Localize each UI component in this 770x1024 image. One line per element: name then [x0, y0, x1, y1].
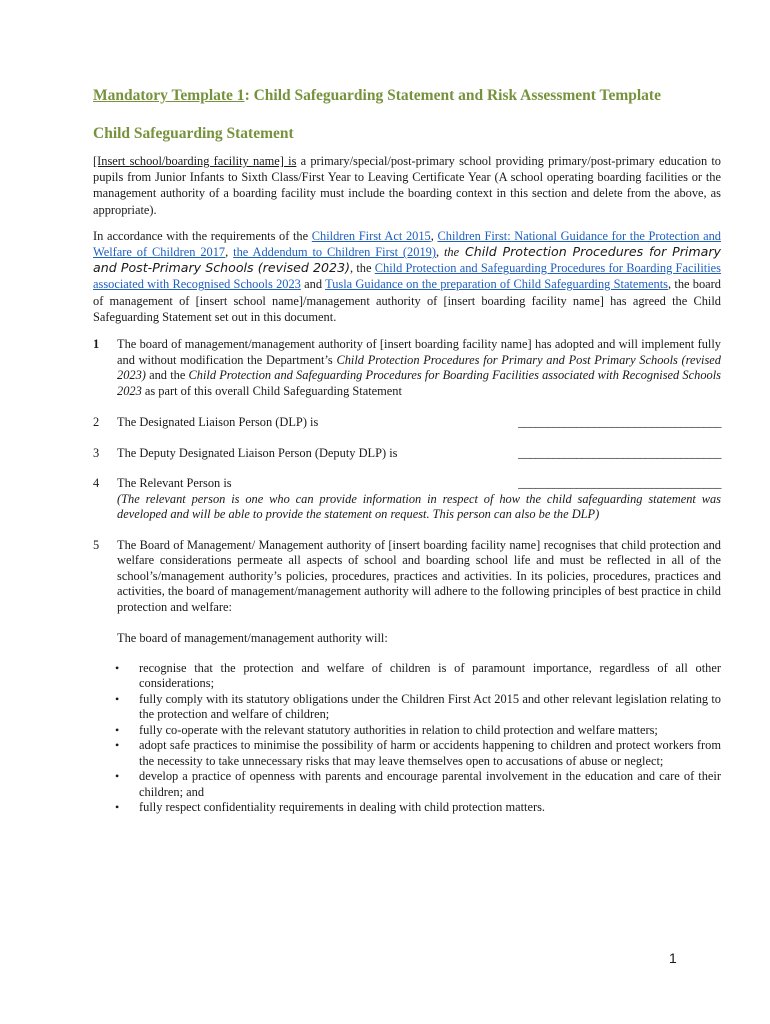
link-national-guidance[interactable]: Children First: National Guidance for the Protection and Welfare of Children 2017 — [93, 228, 721, 260]
accordance-text: and — [300, 277, 326, 292]
bullet-item: • develop a practice of openness with parents and encourage parental involvement in the education and care of their children; and — [115, 769, 721, 800]
cp-procedures-title: Child Protection Procedures for Primary and Post-Primary Schools (revised 2023) — [93, 244, 722, 276]
accordance-text: , the board of management of [insert school name]/management authority of [insert boarding facility name] has agreed the Child Safeguarding Statement set out in this document. — [93, 277, 721, 324]
item-body — [117, 337, 721, 399]
bullet-item: • adopt safe practices to minimise the possibility of harm or accidents happening to children and protect workers from the necessity to take unnecessary risks that may leave themselves open to accusations of abuse or neglect; — [115, 738, 721, 769]
item-italic-title: Child Protection Procedures for Primary and Post Primary Schools (revised 2023) — [117, 352, 721, 383]
accordance-text: In accordance with the requirements of the — [93, 228, 312, 243]
item-body — [117, 415, 721, 431]
intro-text: a primary/special/post-primary school providing primary/post-primary education to pupils from Junior Infants to Sixth Class/First Year to Leaving Certificate Year (A school operating boarding facilities or the management authority of a boarding facility must include the boarding context in this section and delete from the above, as appropriate). — [93, 154, 722, 217]
relevant-person-row — [117, 476, 721, 492]
the-italic: the — [443, 245, 460, 260]
bullet-item: • fully co-operate with the relevant statutory authorities in relation to child protection and welfare matters; — [115, 723, 721, 739]
dlp-label: The Designated Liaison Person (DLP) is — [117, 415, 319, 430]
item-body — [117, 476, 721, 523]
relevant-person-label: The Relevant Person is — [117, 476, 232, 491]
title-text: : Child Safeguarding Statement and Risk Assessment Template — [244, 87, 661, 104]
item-number: 4 — [93, 476, 100, 491]
link-boarding-procedures[interactable]: Child Protection and Safeguarding Procedures for Boarding Facilities associated with Recognised Schools 2023 — [93, 261, 721, 292]
item-number: 2 — [93, 415, 100, 430]
item-number: 5 — [93, 537, 100, 552]
accordance-text: , the — [350, 261, 375, 276]
item-text: The board of management/management authority of [insert boarding facility name] has adopted and will implement fully and without modification the Department’s — [117, 337, 721, 367]
relevant-person-note: (The relevant person is one who can provide information in respect of how the child safeguarding statement was developed and will be able to provide the statement on request. This person can also be the DLP) — [117, 491, 721, 522]
accordance-paragraph — [93, 228, 721, 325]
bullet-item: • fully respect confidentiality requirements in dealing with child protection matters. — [115, 800, 721, 816]
item-body — [117, 538, 721, 647]
numbered-item-5 — [93, 538, 721, 647]
document-title — [93, 86, 721, 106]
deputy-dlp-blank-field[interactable]: ___________________________________ — [518, 445, 721, 460]
bullet-item: • fully comply with its statutory obligations under the Children First Act 2015 and other relevant legislation relating to the protection and welfare of children; — [115, 692, 721, 723]
section-heading: Child Safeguarding Statement — [93, 125, 294, 142]
numbered-item-1 — [93, 337, 721, 399]
item-number: 1 — [93, 337, 100, 352]
bullet-item: • recognise that the protection and welfare of children is of paramount importance, regardless of all other considerations; — [115, 661, 721, 692]
principles-text: The Board of Management/ Management authority of [insert boarding facility name] recognises that child protection and welfare considerations permeate all aspects of school and boarding school life and must be reflected in all of the school’s/management authority’s policies, procedures, practices and activities. In its policies, procedures, practices and activities, the board of management/management authority will adhere to the following principles of best practice in child protection and welfare: — [117, 537, 721, 614]
board-will-subheading: The board of management/management authority will: — [117, 631, 388, 646]
page-number: 1 — [669, 950, 677, 966]
intro-paragraph — [93, 153, 721, 218]
item-number: 3 — [93, 445, 100, 460]
accordance-text: , — [435, 245, 444, 260]
deputy-dlp-label: The Deputy Designated Liaison Person (Deputy DLP) is — [117, 445, 398, 460]
link-children-first-act[interactable]: Children First Act 2015 — [311, 228, 431, 243]
relevant-person-blank-field[interactable]: ___________________________________ — [518, 476, 721, 491]
accordance-text: , — [225, 245, 234, 260]
numbered-item-2 — [93, 415, 721, 431]
dlp-blank-field[interactable]: ___________________________________ — [518, 415, 721, 430]
item-text: as part of this overall Child Safeguarding Statement — [141, 383, 402, 398]
page-content — [93, 86, 721, 816]
numbered-item-3 — [93, 446, 721, 462]
item-body — [117, 446, 721, 462]
item-italic-title: Child Protection and Safeguarding Procedures for Boarding Facilities associated with Recognised Schools 2023 — [117, 368, 721, 398]
school-name-placeholder: [Insert school/boarding facility name] is — [93, 154, 297, 168]
item-text: and the — [145, 368, 189, 383]
template-number: Mandatory Template 1 — [93, 87, 245, 104]
numbered-item-4 — [93, 476, 721, 523]
accordance-text: , — [430, 228, 438, 243]
link-addendum[interactable]: the Addendum to Children First (2019) — [233, 245, 436, 260]
link-tusla-guidance[interactable]: Tusla Guidance on the preparation of Child Safeguarding Statements — [325, 277, 669, 292]
principles-bullet-list — [93, 661, 721, 816]
